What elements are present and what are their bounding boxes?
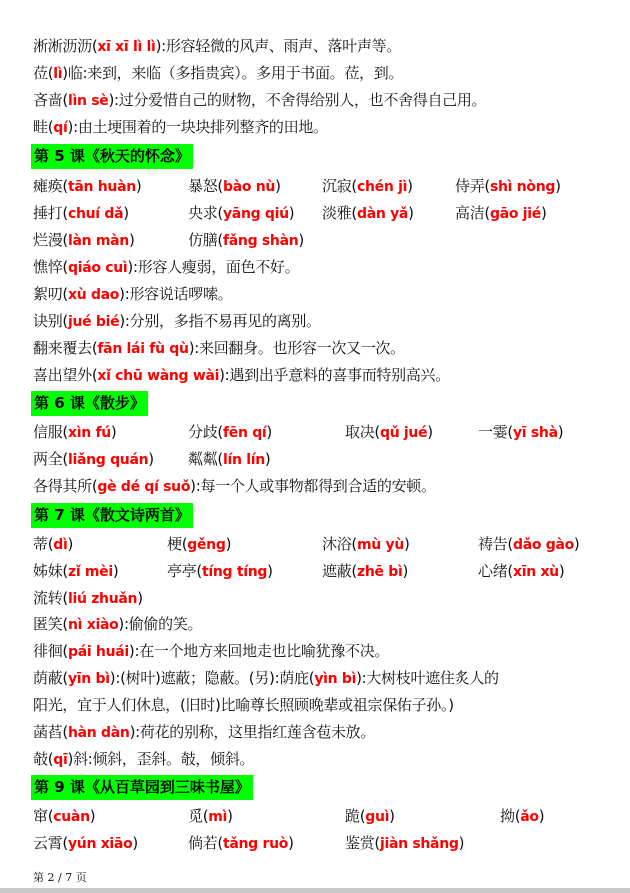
pinyin: lì [53,66,63,82]
vocab-item: 信服(xìn fú) [33,423,117,441]
definition-line: 匿笑(nì xiào):偷偷的笑。 [33,615,203,633]
definition-line: 絮叨(xù dao):形容说话啰嗦。 [33,285,233,303]
definition-line: 各得其所(gè dé qí suǒ):每一个人或事物都得到合适的安顿。 [33,477,436,495]
vocab-item: 跪(guì) [345,807,395,825]
pinyin: xī xī lì lì [97,39,156,55]
vocab-item: 梗(gěng) [167,535,232,553]
vocab-item: 央求(yāng qiú) [188,204,295,222]
pinyin: lìn sè [67,93,109,109]
vocab-item: 遮蔽(zhē bì) [322,562,409,580]
term-suffix: 临 [67,64,83,82]
definition-line: 淅淅沥沥(xī xī lì lì):形容轻微的风声、雨声、落叶声等。 [33,37,402,55]
vocab-item: 暴怒(bào nù) [188,177,281,195]
definition-line: 菡萏(hàn dàn):荷花的别称，这里指红莲含苞未放。 [33,723,376,741]
definition-line: 喜出望外(xǐ chū wàng wài):遇到出乎意料的喜事而特别高兴。 [33,366,450,384]
vocab-item: 仿膳(fǎng shàn) [188,231,304,249]
definition-line: 翻来覆去(fān lái fù qù):来回翻身。也形容一次又一次。 [33,339,405,357]
vocab-item: 粼粼(lín lín) [188,450,271,468]
vocab-item: 侍弄(shì nòng) [455,177,561,195]
meaning: :由土埂围着的一块块排列整齐的田地。 [73,118,328,136]
page-number: 第 2 / 7 页 [33,871,87,884]
vocab-item: 心绪(xīn xù) [478,562,565,580]
vocab-item: 取决(qǔ jué) [345,423,433,441]
vocab-item: 一霎(yī shà) [478,423,564,441]
definition-line: 攲(qī)斜:倾斜，歪斜。攲，倾斜。 [33,750,255,768]
lesson-heading: 第 9 课《从百草园到三味书屋》 [31,775,253,800]
meaning: :过分爱惜自己的财物，不舍得给别人，也不舍得自己用。 [114,91,487,109]
definition-line: 莅(lì)临:来到，来临（多指贵宾）。多用于书面。莅，到。 [33,64,404,82]
vocab-item: 捶打(chuí dǎ) [33,204,129,222]
vocab-item: 两全(liǎng quán) [33,450,154,468]
lesson-heading: 第 6 课《散步》 [31,391,148,416]
term: 吝啬 [33,91,63,109]
vocab-item: 鉴赏(jiàn shǎng) [345,834,465,852]
vocab-item: 姊妹(zǐ mèi) [33,562,119,580]
term: 畦 [33,118,48,136]
vocab-item: 窜(cuàn) [33,807,96,825]
meaning: :形容轻微的风声、雨声、落叶声等。 [161,37,402,55]
vocab-item: 觅(mì) [188,807,233,825]
vocab-item: 淡雅(dàn yǎ) [322,204,414,222]
vocab-item: 沐浴(mù yù) [322,535,410,553]
definition-line: 荫蔽(yīn bì):(树叶)遮蔽；隐蔽。(另):荫庇(yìn bì):大树枝叶遮住炙人的 [33,669,499,687]
definition-line: 徘徊(pái huái):在一个地方来回地走也比喻犹豫不决。 [33,642,390,660]
definition-line: 憔悴(qiáo cuì):形容人瘦弱，面色不好。 [33,258,300,276]
definition-line: 吝啬(lìn sè):过分爱惜自己的财物，不舍得给别人，也不舍得自己用。 [33,91,487,109]
definition-line: 诀别(jué bié):分别，多指不易再见的离别。 [33,312,321,330]
vocab-item: 高洁(gāo jié) [455,204,547,222]
vocab-item: 沉寂(chén jì) [322,177,413,195]
definition-continuation: 阳光，宜于人们休息，(旧时)比喻尊长照顾晚辈或祖宗保佑子孙。) [33,696,454,714]
term: 莅 [33,64,48,82]
vocab-item: 亭亭(tíng tíng) [167,562,273,580]
vocab-item: 分歧(fēn qí) [188,423,272,441]
lesson-heading: 第 5 课《秋天的怀念》 [31,144,193,169]
vocab-item: 烂漫(làn màn) [33,231,135,249]
pinyin: qí [53,120,68,136]
vocab-item: 拗(ǎo) [500,807,545,825]
vocab-item: 蒂(dì) [33,535,74,553]
page-separator [0,888,630,893]
vocab-item: 云霄(yún xiāo) [33,834,138,852]
meaning: :来到，来临（多指贵宾）。多用于书面。莅，到。 [82,64,404,82]
vocab-item: 祷告(dǎo gào) [478,535,580,553]
lesson-heading: 第 7 课《散文诗两首》 [31,503,193,528]
vocab-item: 瘫痪(tān huàn) [33,177,142,195]
vocab-item: 倘若(tǎng ruò) [188,834,294,852]
vocab-item: 流转(liú zhuǎn) [33,589,143,607]
definition-line: 畦(qí):由土埂围着的一块块排列整齐的田地。 [33,118,328,136]
term: 淅淅沥沥 [33,37,92,55]
